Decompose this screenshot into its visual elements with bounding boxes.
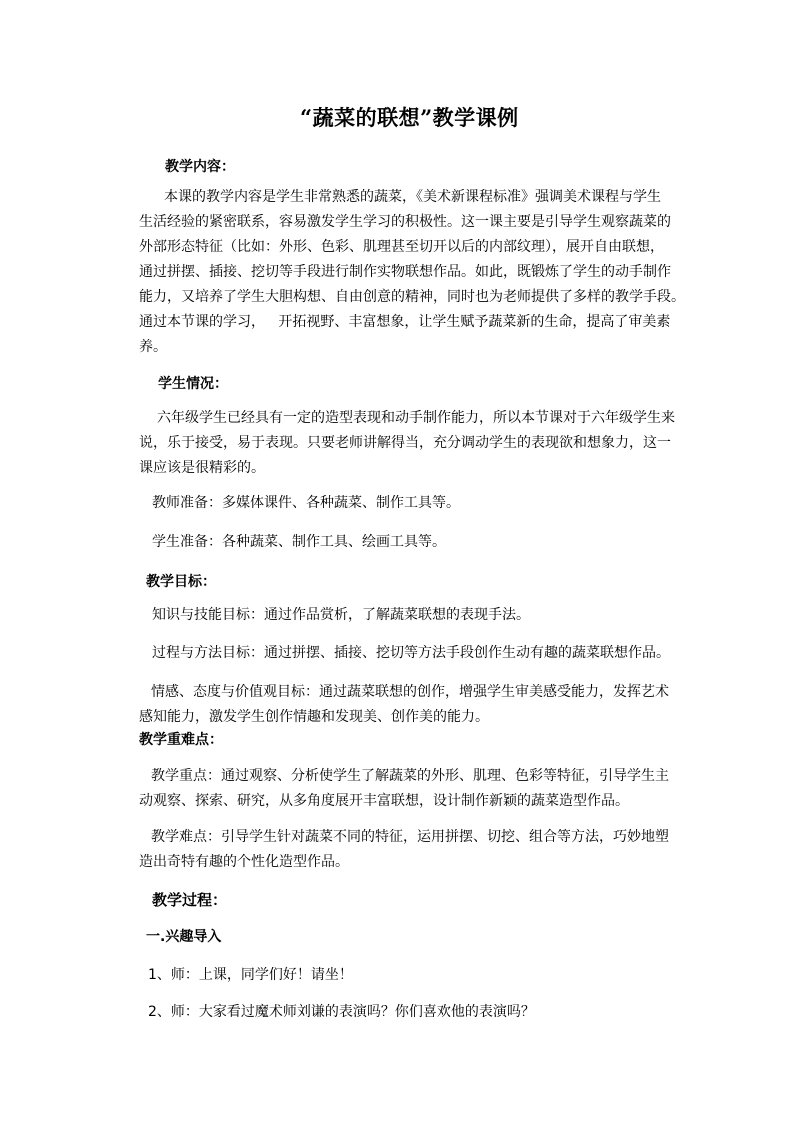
content-line: 本课的教学内容是学生非常熟悉的蔬菜，《美术新课程标准》强调美术课程与学生 — [164, 189, 661, 205]
goal-emotion-line: 情感、态度与价值观目标：通过蔬菜联想的创作，增强学生审美感受能力，发挥艺术 — [151, 684, 669, 700]
section-interest-intro: 一.兴趣导入 — [146, 929, 222, 945]
key-heading: 教学重难点： — [139, 732, 223, 748]
teacher-prep: 教师准备：多媒体课件、各种蔬菜、制作工具等。 — [152, 495, 460, 511]
goal-knowledge: 知识与技能目标：通过作品赏析，了解蔬菜联想的表现手法。 — [152, 607, 530, 623]
document-title: “蔬菜的联想”教学课例 — [300, 105, 519, 130]
content-line: 养。 — [139, 339, 167, 355]
difficulty-line: 教学难点：引导学生针对蔬菜不同的特征，运用拼摆、切挖、组合等方法，巧妙地塑 — [151, 829, 669, 845]
content-line: 通过本节课的学习， 开拓视野、丰富想象，让学生赋予蔬菜新的生命，提高了审美素 — [139, 314, 671, 330]
goal-emotion — [139, 680, 679, 730]
key-point-line: 动观察、探索、研究，从多角度展开丰富联想，设计制作新颖的蔬菜造型作品。 — [139, 793, 629, 809]
goal-emotion-line: 感知能力，激发学生创作情趣和发现美、创作美的能力。 — [139, 709, 489, 725]
content-paragraph — [139, 185, 685, 360]
content-line: 通过拼摆、插接、挖切等手段进行制作实物联想作品。如此，既锻炼了学生的动手制作 — [139, 264, 671, 280]
key-point-line: 教学重点：通过观察、分析使学生了解蔬菜的外形、肌理、色彩等特征，引导学生主 — [151, 768, 669, 784]
student-paragraph — [139, 406, 679, 481]
process-heading: 教学过程： — [152, 891, 228, 909]
goal-process: 过程与方法目标：通过拼摆、插接、挖切等方法手段创作生动有趣的蔬菜联想作品。 — [152, 645, 670, 661]
student-line: 说，乐于接受，易于表现。只要老师讲解得当，充分调动学生的表现欲和想象力，这一 — [139, 435, 671, 451]
content-heading: 教学内容： — [165, 159, 235, 175]
step-1: 1、师：上课，同学们好！请坐！ — [148, 967, 353, 983]
goals-heading: 教学目标： — [146, 574, 216, 590]
key-point — [139, 764, 679, 814]
student-prep: 学生准备：各种蔬菜、制作工具、绘画工具等。 — [152, 534, 446, 550]
student-line: 六年级学生已经具有一定的造型表现和动手制作能力，所以本节课对于六年级学生来 — [157, 410, 675, 426]
student-heading: 学生情况： — [158, 376, 228, 392]
content-line: 生活经验的紧密联系，容易激发学生学习的积极性。这一课主要是引导学生观察蔬菜的 — [139, 214, 671, 230]
student-line: 课应该是很精彩的。 — [139, 460, 265, 476]
step-2: 2、师：大家看过魔术师刘谦的表演吗？你们喜欢他的表演吗？ — [148, 1004, 535, 1020]
content-line: 外部形态特征（比如：外形、色彩、肌理甚至切开以后的内部纹理），展开自由联想， — [139, 239, 664, 255]
content-line: 能力，又培养了学生大胆构想、自由创意的精神，同时也为老师提供了多样的教学手段。 — [139, 289, 685, 305]
difficulty-point — [139, 825, 679, 875]
difficulty-line: 造出奇特有趣的个性化造型作品。 — [139, 854, 349, 870]
